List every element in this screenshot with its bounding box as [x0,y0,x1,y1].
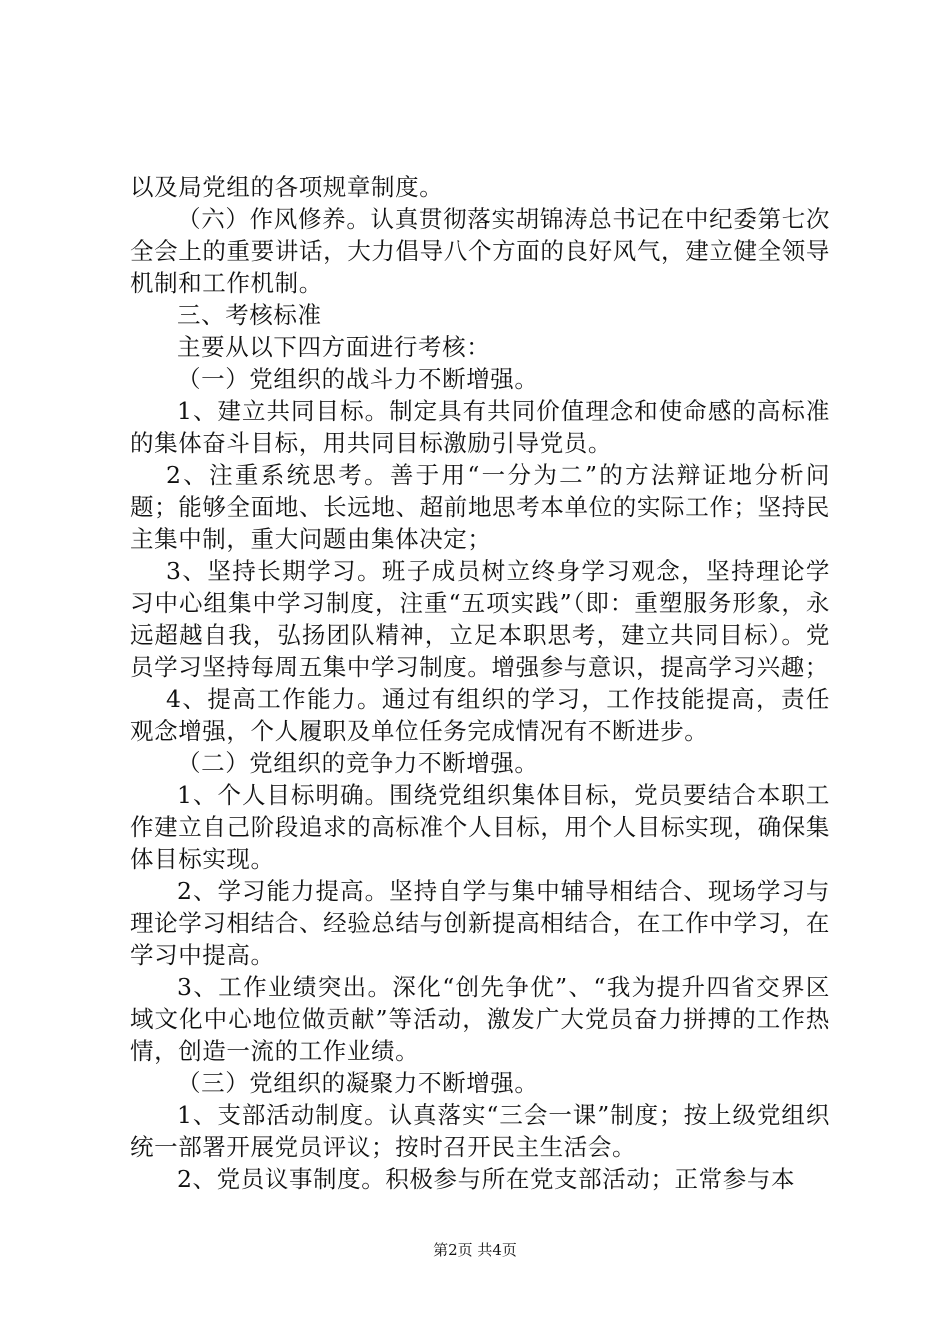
paragraph-12: 2、学习能力提高。坚持自学与集中辅导相结合、现场学习与理论学习相结合、经验总结与创新提高相结合，在工作中学习，在学习中提高。 [130,877,830,969]
paragraph-8: 3、坚持长期学习。班子成员树立终身学习观念，坚持理论学习中心组集中学习制度，注重“五项实践”（即：重塑服务形象，永远超越自我，弘扬团队精神，立足本职思考，建立共同目标）。党员学习坚持每周五集中学习制度。增强参与意识，提高学习兴趣； [130,557,830,681]
paragraph-13: 3、工作业绩突出。深化“创先争优”、“我为提升四省交界区域文化中心地位做贡献”等活动，激发广大党员奋力拼搏的工作热情，创造一流的工作业绩。 [130,973,830,1065]
section-heading: 三、考核标准 [177,301,322,329]
paragraph-1: 以及局党组的各项规章制度。 [130,173,444,201]
subsection-heading-2: （二）党组织的竞争力不断增强。 [177,749,539,777]
paragraph-9: 4、提高工作能力。通过有组织的学习，工作技能提高，责任观念增强，个人履职及单位任务完成情况有不断进步。 [130,685,830,745]
page-number-label: 第2页 共4页 [433,1241,517,1259]
paragraph-16: 2、党员议事制度。积极参与所在党支部活动；正常参与本 [177,1165,796,1193]
subsection-heading-3: （三）党组织的凝聚力不断增强。 [177,1069,539,1097]
paragraph-6: 1、建立共同目标。制定具有共同价值理念和使命感的高标准的集体奋斗目标，用共同目标激励引导党员。 [130,397,830,457]
document-body [130,171,830,1195]
page-footer [0,1240,950,1260]
paragraph-15: 1、支部活动制度。认真落实“三会一课”制度；按上级党组织统一部署开展党员评议；按时召开民主生活会。 [130,1101,830,1161]
paragraph-11: 1、个人目标明确。围绕党组织集体目标，党员要结合本职工作建立自己阶段追求的高标准个人目标，用个人目标实现，确保集体目标实现。 [130,781,830,873]
paragraph-2: （六）作风修养。认真贯彻落实胡锦涛总书记在中纪委第七次全会上的重要讲话，大力倡导八个方面的良好风气，建立健全领导机制和工作机制。 [130,205,830,297]
paragraph-7: 2、注重系统思考。善于用“一分为二”的方法辩证地分析问题；能够全面地、长远地、超前地思考本单位的实际工作；坚持民主集中制，重大问题由集体决定； [130,461,830,553]
subsection-heading-1: （一）党组织的战斗力不断增强。 [177,365,539,393]
paragraph-4: 主要从以下四方面进行考核： [177,333,491,361]
